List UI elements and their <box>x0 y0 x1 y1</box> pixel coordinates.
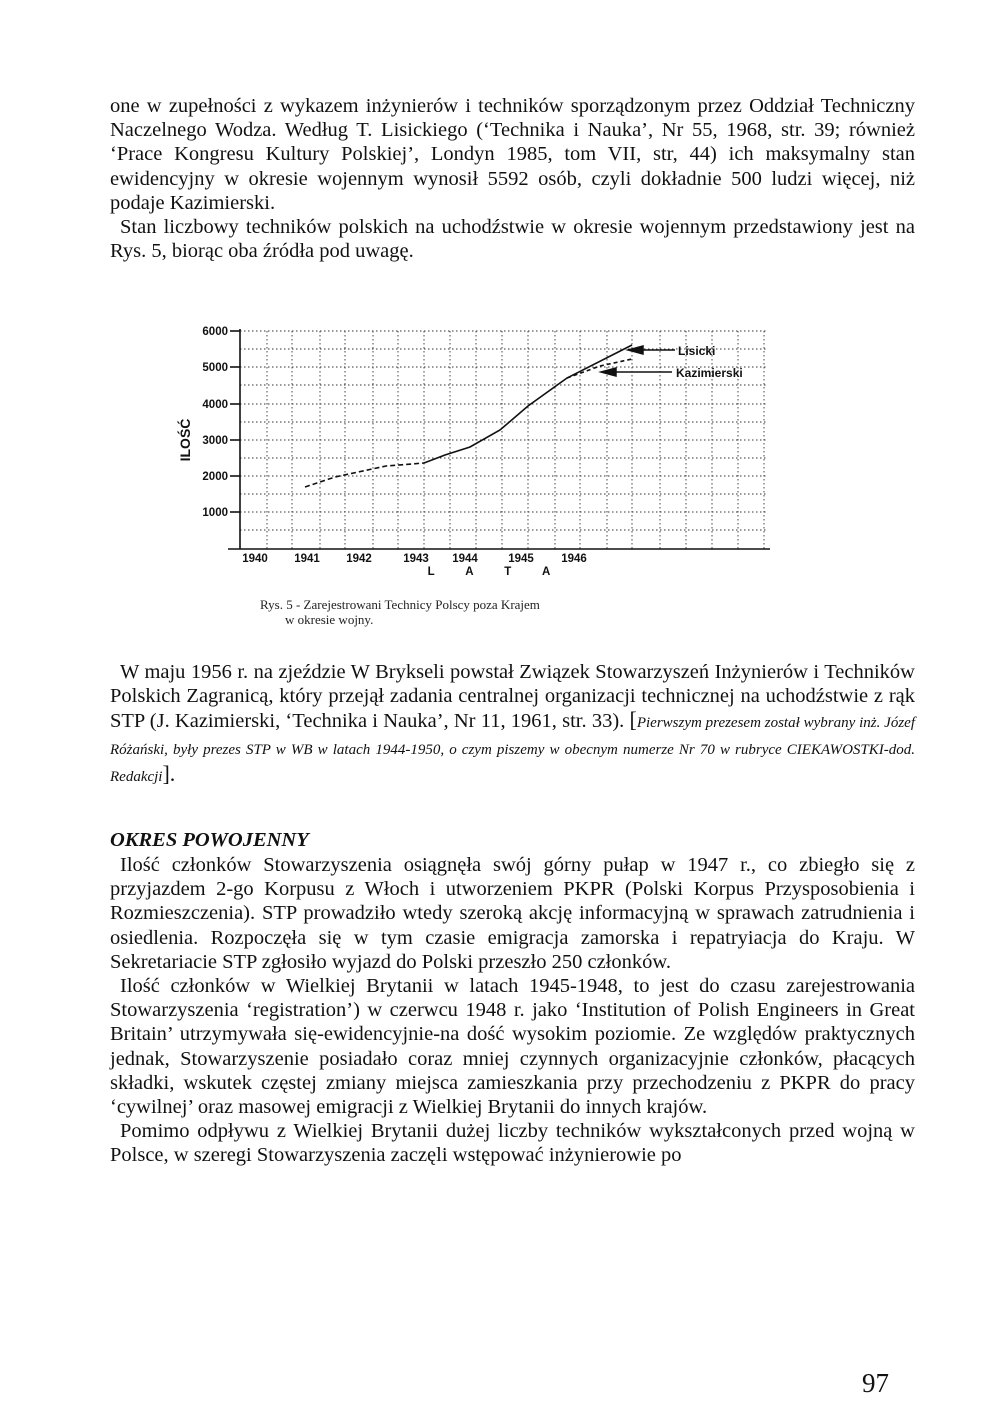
paragraph-1: one w zupełności z wykazem inżynierów i techników sporządzonym przez Oddział Techniczny Naczelnego Wodza. Według T. Lisickiego (‘Technika i Nauka’, Nr 55, 1968, str. 39; również ‘Prace Kongresu Kultury Polskiej’, Londyn 1985, tom VII, str, 44) ich maksymalny stan ewidencyjny w okresie wojennym wynosił 5592 osób, czyli dokładnie 500 ludzi więcej, niż podaje Kazimierski. <box>110 95 915 214</box>
annotation-kazimierski <box>601 368 672 376</box>
line-chart <box>0 0 1000 600</box>
y-tick-3000: 3000 <box>202 435 228 447</box>
paragraph-3 <box>110 660 915 789</box>
body-text-middle <box>110 660 915 789</box>
x-tick-labels <box>242 553 587 565</box>
caption-line-2: w okresie wojny. <box>285 612 374 627</box>
x-tick-1941: 1941 <box>294 553 320 565</box>
x-tick-1946: 1946 <box>561 553 587 565</box>
body-text-bottom <box>110 853 915 1168</box>
paragraph-5: Ilość członków w Wielkiej Brytanii w latach 1945-1948, to jest do czasu zarejestrowania Stowarzyszenia ‘registration’) w czerwcu 1948 r. jako ‘Institution of Polish Engineers in Great Britain’ utrzymywała się-ewidencyjnie-na dość wysokim poziomie. Ze względów praktycznych jednak, Stowarzyszenie posiadało coraz mniej czynnych organizacyjnie członków, płacących składki, wskutek częstej zmiany miejsca zamieszkania przy przechodzeniu z PKPR do pracy ‘cywilnej’ oraz masowej emigracji z Wielkiej Brytanii do innych krajów. <box>110 975 915 1119</box>
section-heading: OKRES POWOJENNY <box>110 829 309 851</box>
y-tick-labels <box>202 326 228 519</box>
x-tick-1944: 1944 <box>452 553 478 565</box>
y-tick-4000: 4000 <box>202 399 228 411</box>
editor-note: Pierwszym prezesem został wybrany inż. Józef Różański, były prezes STP w WB w latach 1944-1950, o czym piszemy w obecnym numerze Nr 70 w rubryce CIEKAWOSTKI-dod. Redakcji <box>110 715 916 785</box>
x-tick-1945: 1945 <box>508 553 534 565</box>
editor-note-close: ]. <box>162 760 176 786</box>
paragraph-2: Stan liczbowy techników polskich na uchodźstwie w okresie wojennym przedstawiony jest na Rys. 5, biorąc oba źródła pod uwagę. <box>110 216 915 263</box>
paragraph-6: Pomimo odpływu z Wielkiej Brytanii dużej liczby techników wykształconych przed wojną w Polsce, w szeregi Stowarzyszenia zaczęli wstępować inżynierowie po <box>110 1120 915 1167</box>
x-axis-label: L A T A <box>427 566 565 578</box>
paragraph-3-text: W maju 1956 r. na zjeździe W Brykseli powstał Związek Stowarzyszeń Inżynierów i Techników Polskich Zagranicą, który przejął zadania centralnej organizacji technicznej na uchodźstwie z rąk STP (J. Kazimierski, ‘Technika i Nauka’, Nr 11, 1961, str. 33). <box>110 661 915 733</box>
legend-label-lisicki: Lisicki <box>678 344 716 358</box>
y-tick-6000: 6000 <box>202 326 228 338</box>
annotation-lisicki <box>628 346 675 354</box>
figure-caption <box>260 597 680 627</box>
x-tick-1940: 1940 <box>242 553 268 565</box>
y-tick-2000: 2000 <box>202 471 228 483</box>
paragraph-4: Ilość członków Stowarzyszenia osiągnęła swój górny pułap w 1947 r., co zbiegło się z przyjazdem 2-go Korpusu z Włoch i utworzeniem PKPR (Polski Korpus Przysposobienia i Rozmieszczenia). STP prowadziło wtedy szeroką akcję informacyjną w sprawach zatrudnienia i osiedlenia. Rozpoczęła się w tym czasie emigracja zamorska i repatryiacja do Kraju. W Sekretariacie STP zgłosiło wyjazd do Polski przeszło 250 członków. <box>110 854 915 973</box>
caption-line-1: Rys. 5 - Zarejestrowani Technicy Polscy poza Krajem <box>260 597 540 612</box>
legend-label-kazimierski: Kazimierski <box>676 366 743 380</box>
chart-axes <box>228 329 770 549</box>
editor-note-open: [ <box>629 707 637 733</box>
y-axis-label: ILOŚĆ <box>177 418 193 462</box>
y-tick-1000: 1000 <box>202 507 228 519</box>
series-early-dashed <box>305 463 424 487</box>
chart-grid <box>240 331 768 549</box>
x-tick-1943: 1943 <box>403 553 429 565</box>
y-tick-5000: 5000 <box>202 362 228 374</box>
x-tick-1942: 1942 <box>346 553 372 565</box>
page-number: 97 <box>862 1368 889 1398</box>
